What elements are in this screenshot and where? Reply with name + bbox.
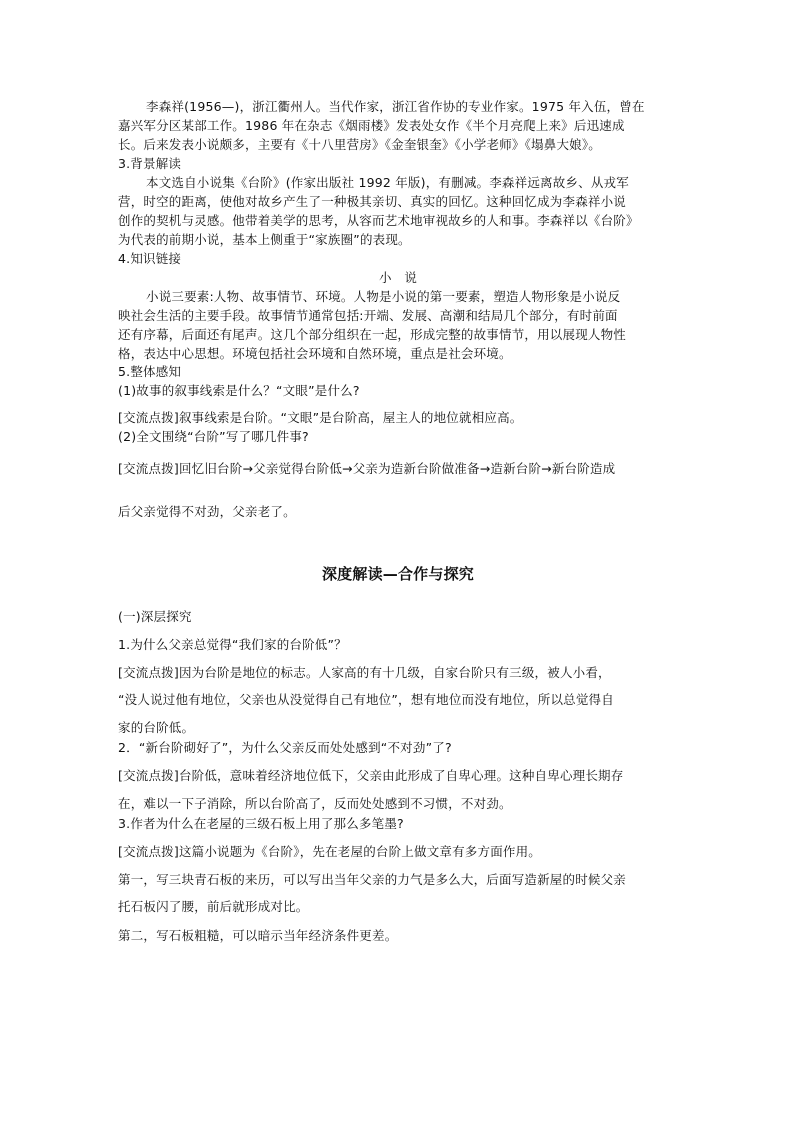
question: 1.为什么父亲总觉得“我们家的台阶低”？ — [118, 637, 347, 652]
knowledge-line: 格，表达中心思想。环境包括社会环境和自然环境，重点是社会环境。 — [118, 346, 512, 361]
answer: [交流点拨]因为台阶是地位的标志。人家高的有十几级，自家台阶只有三级，被人小看， — [118, 665, 611, 680]
answer: [交流点拨]回忆旧台阶→父亲觉得台阶低→父亲为造新台阶做准备→造新台阶→新台阶造成 — [118, 461, 616, 476]
background-line: 营，时空的距离，使他对故乡产生了一种极其亲切、真实的回忆。这种回忆成为李森祥小说 — [118, 194, 627, 209]
answer: [交流点拨]台阶低，意味着经济地位低下，父亲由此形成了自卑心理。这种自卑心理长期存 — [118, 768, 624, 783]
answer: [交流点拨]叙事线索是台阶。“文眼”是台阶高，屋主人的地位就相应高。 — [118, 410, 523, 425]
answer: 在，难以一下子消除，所以台阶高了，反而处处感到不习惯，不对劲。 — [118, 796, 512, 811]
knowledge-heading: 4.知识链接 — [118, 251, 182, 266]
answer: 第一，写三块青石板的来历，可以写出当年父亲的力气是多么大，后面写造新屋的时候父亲 — [118, 872, 627, 887]
answer: 后父亲觉得不对劲，父亲老了。 — [118, 504, 296, 519]
author-intro-line: 李森祥(1956—)，浙江衢州人。当代作家，浙江省作协的专业作家。1975 年入伍，曾在 — [146, 99, 645, 114]
answer: 第二，写石板粗糙，可以暗示当年经济条件更差。 — [118, 928, 398, 943]
author-intro-line: 嘉兴军分区某部工作。1986 年在杂志《烟雨楼》发表处女作《半个月亮爬上来》后迅速成 — [118, 118, 625, 133]
background-line: 创作的契机与灵感。他带着美学的思考，从容而艺术地审视故乡的人和事。李森祥以《台阶》 — [118, 213, 639, 228]
knowledge-line: 映社会生活的主要手段。故事情节通常包括:开端、发展、高潮和结局几个部分，有时前面 — [118, 308, 618, 323]
question: 2．“新台阶砌好了”，为什么父亲反而处处感到“不对劲”了? — [118, 740, 452, 755]
question: 3.作者为什么在老屋的三级石板上用了那么多笔墨? — [118, 816, 404, 831]
question: (2)全文围绕“台阶”写了哪几件事? — [118, 429, 309, 444]
overall-heading: 5.整体感知 — [118, 364, 182, 379]
answer: 托石板闪了腰，前后就形成对比。 — [118, 899, 309, 914]
background-line: 本文选自小说集《台阶》(作家出版社 1992 年版)，有删减。李森祥远离故乡、从戎军 — [146, 175, 629, 190]
author-intro-line: 长。后来发表小说颇多，主要有《十八里营房》《金奎银奎》《小学老师》《塌鼻大娘》。 — [118, 137, 602, 152]
knowledge-subtitle: 小 说 — [378, 270, 418, 285]
answer: 家的台阶低。 — [118, 720, 195, 735]
background-heading: 3.背景解读 — [118, 156, 182, 171]
knowledge-line: 小说三要素:人物、故事情节、环境。人物是小说的第一要素，塑造人物形象是小说反 — [146, 289, 621, 304]
background-line: 为代表的前期小说，基本上侧重于“家族圈”的表现。 — [118, 232, 411, 247]
answer: “没人说过他有地位，父亲也从没觉得自己有地位”，想有地位而没有地位，所以总觉得自 — [118, 692, 614, 707]
section-title: 深度解读—合作与探究 — [321, 565, 474, 583]
knowledge-line: 还有序幕，后面还有尾声。这几个部分组织在一起，形成完整的故事情节，用以展现人物性 — [118, 327, 627, 342]
question: (1)故事的叙事线索是什么？“文眼”是什么? — [118, 383, 360, 398]
answer: [交流点拨]这篇小说题为《台阶》，先在老屋的台阶上做文章有多方面作用。 — [118, 844, 542, 859]
subsection-heading: (一)深层探究 — [118, 609, 192, 624]
